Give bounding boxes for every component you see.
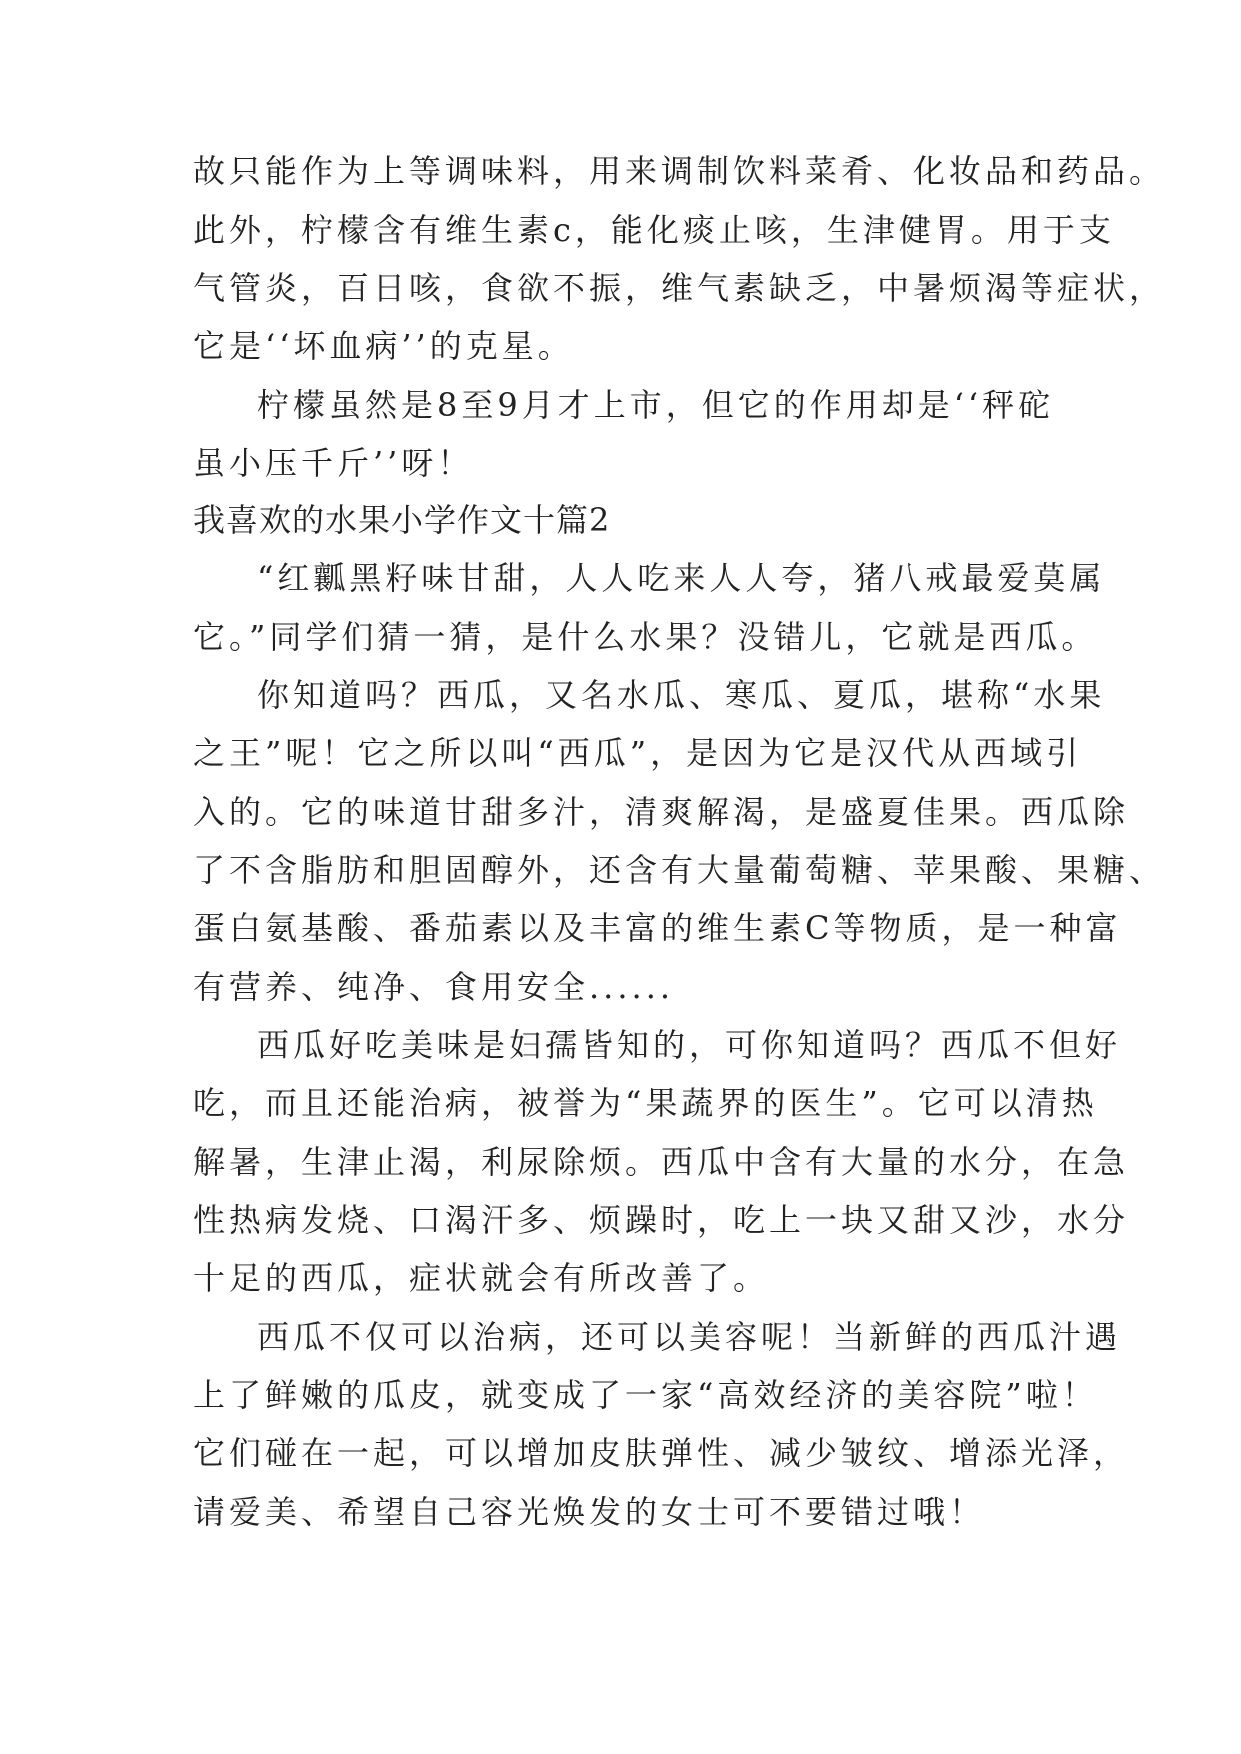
text-line: 此外，柠檬含有维生素c，能化痰止咳，生津健胃。用于支 <box>193 211 1115 249</box>
text-line: 虽小压千斤’’呀！ <box>193 444 474 482</box>
text-line: 性热病发烧、口渴汗多、烦躁时，吃上一块又甜又沙，水分 <box>193 1201 1130 1239</box>
text-line: 入的。它的味道甘甜多汁，清爽解渴，是盛夏佳果。西瓜除 <box>193 793 1130 831</box>
text-line: 十足的西瓜，症状就会有所改善了。 <box>193 1259 770 1297</box>
text-line: 上了鲜嫩的瓜皮，就变成了一家“高效经济的美容院”啦！ <box>193 1376 1098 1414</box>
text-line: 蛋白氨基酸、番茄素以及丰富的维生素C等物质，是一种富 <box>193 909 1122 947</box>
section-heading: 我喜欢的水果小学作文十篇2 <box>193 501 611 539</box>
text-line: 之王”呢！它之所以叫“西瓜”，是因为它是汉代从西域引 <box>193 734 1083 772</box>
text-line: 吃，而且还能治病，被誉为“果蔬界的医生”。它可以清热 <box>193 1084 1098 1122</box>
text-line: 气管炎，百日咳，食欲不振，维气素缺乏，中暑烦渴等症状， <box>193 269 1166 307</box>
text-line: 故只能作为上等调味料，用来调制饮料菜肴、化妆品和药品。 <box>193 152 1166 190</box>
paragraph-start-line: 你知道吗？西瓜，又名水瓜、寒瓜、夏瓜，堪称“水果 <box>257 676 1106 714</box>
paragraph-start-line: 西瓜不仅可以治病，还可以美容呢！当新鲜的西瓜汁遇 <box>257 1318 1122 1356</box>
text-line: 它是‘‘坏血病’’的克星。 <box>193 327 574 365</box>
text-line: 有营养、纯净、食用安全...... <box>193 968 675 1006</box>
text-line: 解暑，生津止渴，利尿除烦。西瓜中含有大量的水分，在急 <box>193 1143 1130 1181</box>
text-line: 了不含脂肪和胆固醇外，还含有大量葡萄糖、苹果酸、果糖、 <box>193 851 1166 889</box>
text-line: 它们碰在一起，可以增加皮肤弹性、减少皱纹、增添光泽， <box>193 1434 1130 1472</box>
paragraph-start-line: “红瓤黑籽味甘甜，人人吃来人人夸，猪八戒最爱莫属 <box>257 559 1106 597</box>
paragraph-start-line: 西瓜好吃美味是妇孺皆知的，可你知道吗？西瓜不但好 <box>257 1026 1122 1064</box>
text-line: 它。”同学们猜一猜，是什么水果？没错儿，它就是西瓜。 <box>193 618 1098 656</box>
paragraph-start-line: 柠檬虽然是8至9月才上市，但它的作用却是‘‘秤砣 <box>257 386 1055 424</box>
text-line: 请爱美、希望自己容光焕发的女士可不要错过哦！ <box>193 1493 986 1531</box>
